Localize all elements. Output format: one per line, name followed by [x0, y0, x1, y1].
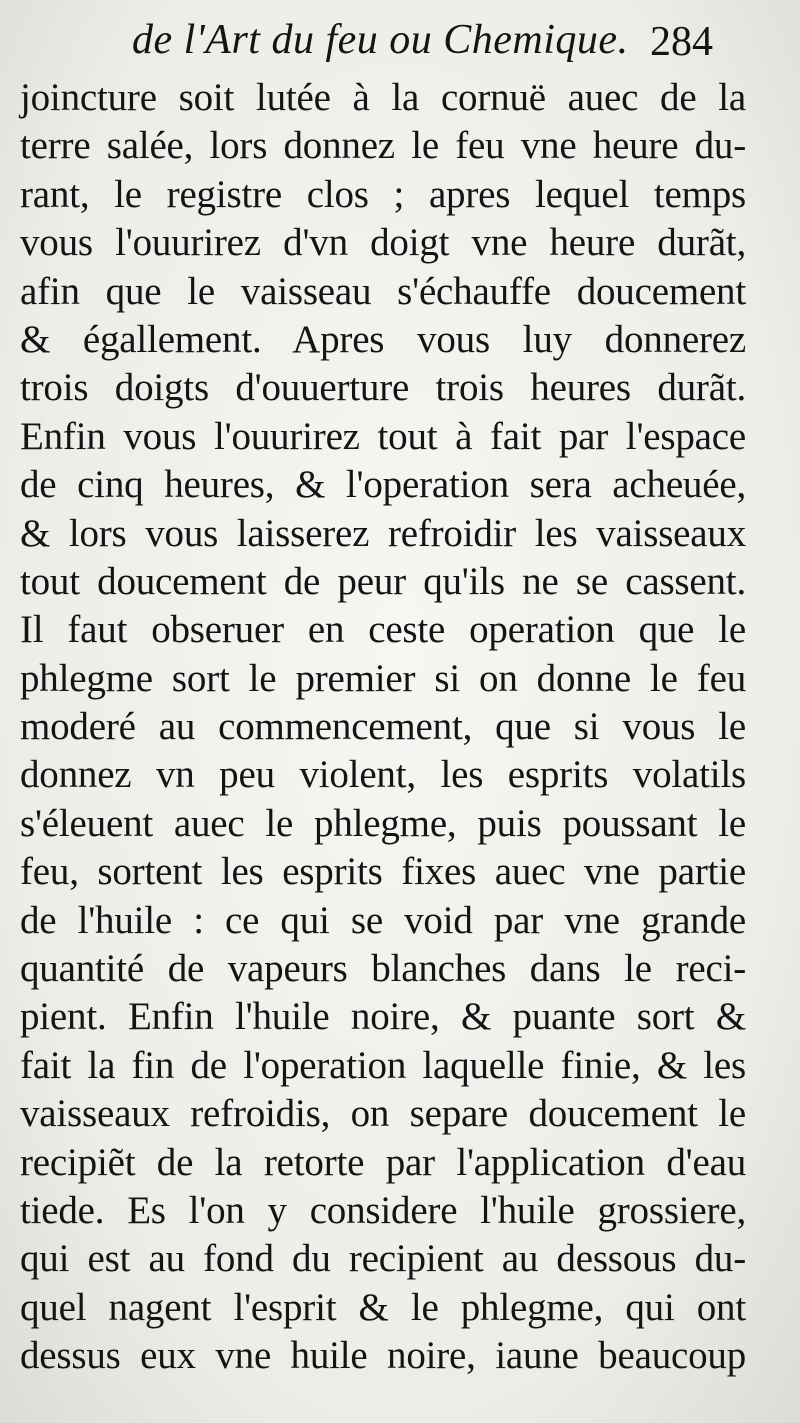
text-line: qui est au fond du recipient au dessous du-: [20, 1237, 746, 1281]
text-line: vaisseaux refroidis, on separe doucement le: [20, 1092, 746, 1136]
text-line: Il faut obseruer en ceste operation que le: [20, 608, 746, 652]
text-line: feu, sortent les esprits fixes auec vne partie: [20, 850, 746, 894]
text-line: tout doucement de peur qu'ils ne se cassent.: [20, 559, 746, 603]
text-line: joincture soit lutée à la cornuë auec de la: [20, 76, 746, 119]
text-line: Enfin vous l'ouurirez tout à fait par l'espace: [20, 414, 746, 458]
text-line: trois doigts d'ouuerture trois heures durãt.: [20, 366, 746, 410]
text-line: & égallement. Apres vous luy donnerez: [20, 317, 746, 361]
text-line: afin que le vaisseau s'échauffe doucement: [20, 269, 746, 313]
text-line: tiede. Es l'on y considere l'huile grossiere,: [20, 1188, 746, 1232]
running-head-title: de l'Art du feu ou Chemique.: [132, 17, 629, 63]
text-line: s'éleuent auec le phlegme, puis poussant le: [20, 801, 746, 845]
text-line: & lors vous laisserez refroidir les vaisseaux: [20, 511, 746, 555]
text-line: donnez vn peu violent, les esprits volatils: [20, 753, 746, 797]
text-line: dessus eux vne huile noire, iaune beaucoup: [20, 1334, 746, 1378]
text-line: quantité de vapeurs blanches dans le reci-: [20, 947, 746, 991]
text-line: terre salée, lors donnez le feu vne heure du-: [20, 124, 746, 168]
text-line: phlegme sort le premier si on donne le feu: [20, 656, 746, 700]
text-line: pient. Enfin l'huile noire, & puante sort &: [20, 995, 746, 1039]
running-head: [0, 14, 800, 70]
text-line: moderé au commencement, que si vous le: [20, 705, 746, 749]
text-line: fait la fin de l'operation laquelle finie, & les: [20, 1043, 746, 1087]
text-line: de l'huile : ce qui se void par vne grande: [20, 898, 746, 942]
text-line: vous l'ouurirez d'vn doigt vne heure durãt,: [20, 221, 746, 265]
text-line: quel nagent l'esprit & le phlegme, qui ont: [20, 1285, 746, 1329]
page-number: 284: [650, 19, 713, 65]
text-line: rant, le registre clos ; apres lequel temps: [20, 172, 746, 216]
text-line: recipiẽt de la retorte par l'application d'eau: [20, 1140, 746, 1184]
body-text: [20, 74, 746, 1381]
text-line: de cinq heures, & l'operation sera acheuée,: [20, 463, 746, 507]
